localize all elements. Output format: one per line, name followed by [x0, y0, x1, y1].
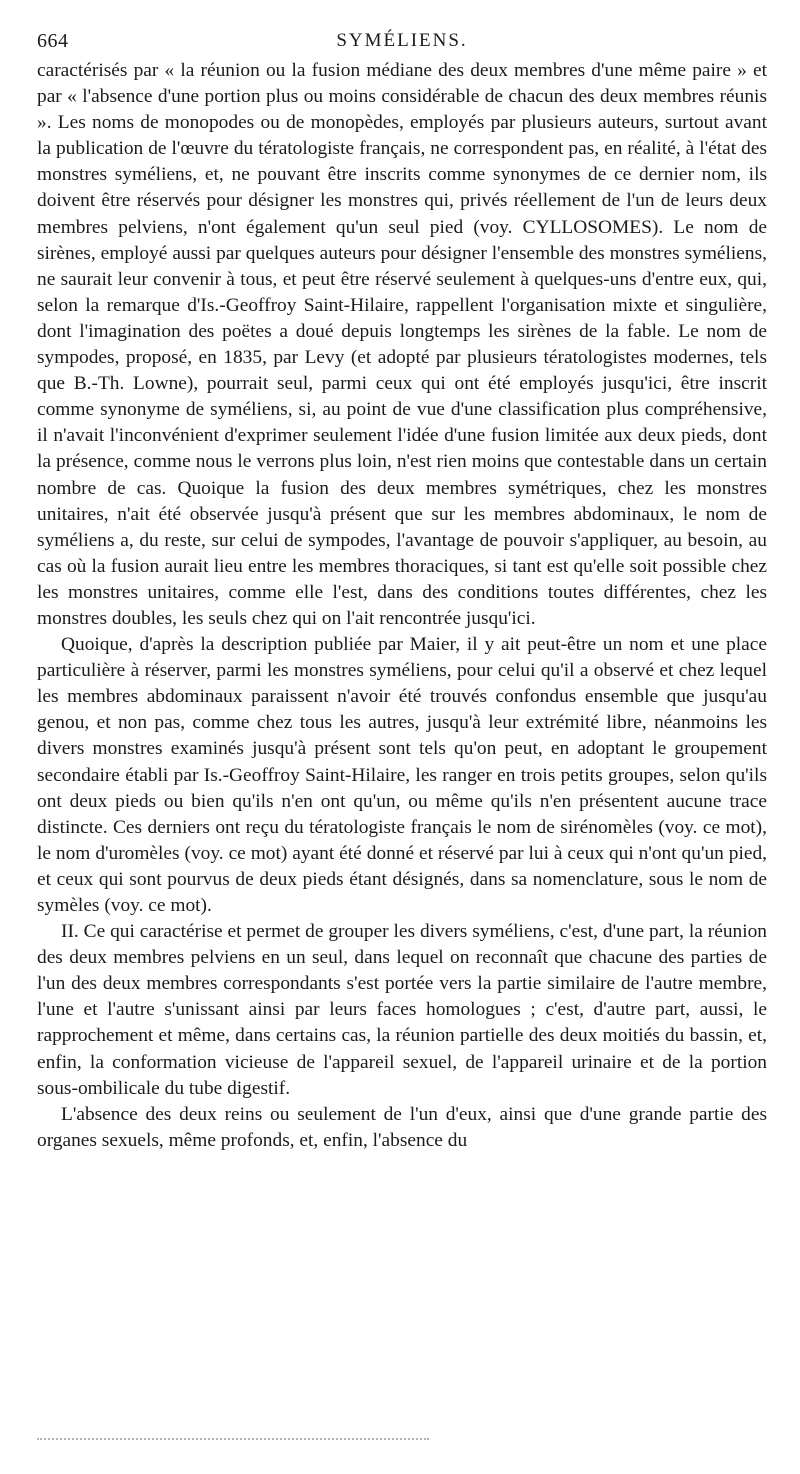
- footer-rule: [37, 1438, 429, 1440]
- document-page: [37, 28, 767, 1154]
- running-header: [37, 28, 767, 58]
- running-title: SYMÉLIENS.: [336, 30, 468, 51]
- page-number: 664: [37, 30, 69, 52]
- paragraph-continuation: caractérisés par « la réunion ou la fusion médiane des deux membres d'une même paire » et par « l'absence d'une portion plus ou moins considérable de chacun des deux membres réunis ». Les noms de monopodes ou de monopèdes, employés par plusieurs auteurs, surtout avant la publication de l'œuvre du tératologiste français, ne correspondent pas, en réalité, à l'état des monstres syméliens, et, ne pouvant être inscrits comme synonymes de ce dernier nom, ils doivent être réservés pour désigner les monstres qui, privés réellement de l'un de leurs deux membres pelviens, n'ont également qu'un seul pied (voy. CYLLOSOMES). Le nom de sirènes, employé aussi par quelques auteurs pour désigner l'ensemble des monstres syméliens, ne saurait leur convenir à tous, et peut être réservé seulement à quelques-uns d'entre eux, qui, selon la remarque d'Is.-Geoffroy Saint-Hilaire, rappellent l'organisation mixte et singulière, dont l'imagination des poëtes a doué depuis longtemps les sirènes de la fable. Le nom de sympodes, proposé, en 1835, par Levy (et adopté par plusieurs tératologistes modernes, tels que B.-Th. Lowne), pourrait seul, parmi ceux qui ont été employés jusqu'ici, être inscrit comme synonyme de syméliens, si, au point de vue d'une classification plus compréhensive, il n'avait l'inconvénient d'exprimer seulement l'idée d'une fusion limitée aux deux pieds, dont la présence, comme nous le verrons plus loin, n'est rien moins que contestable dans un certain nombre de cas. Quoique la fusion des deux membres symétriques, chez les monstres unitaires, n'ait été observée jusqu'à présent que sur les membres abdominaux, le nom de syméliens a, du reste, sur celui de sympodes, l'avantage de pouvoir s'appliquer, au besoin, au cas où la fusion aurait lieu entre les membres thoraciques, si tant est qu'elle soit possible chez les monstres unitaires, comme elle l'est, dans des conditions toutes différentes, chez les monstres doubles, les seuls chez qui on l'ait rencontrée jusqu'ici.: [37, 60, 767, 629]
- paragraph-section-ii: II. Ce qui caractérise et permet de grouper les divers syméliens, c'est, d'une part, la réunion des deux membres pelviens en un seul, dans lequel on reconnaît que chacune des parties de l'un des deux membres correspondants s'est portée vers la partie similaire de l'autre membre, l'une et l'autre s'unissant ainsi par leurs faces homologues ; c'est, d'autre part, aussi, le rapprochement et même, dans certains cas, la réunion partielle des deux moitiés du bassin, et, enfin, la conformation vicieuse de l'appareil sexuel, de l'appareil urinaire et de la portion sous-ombilicale du tube digestif.: [37, 921, 767, 1099]
- paragraph-absence: L'absence des deux reins ou seulement de l'un d'eux, ainsi que d'une grande partie des organes sexuels, même profonds, et, enfin, l'absence du: [37, 1103, 767, 1151]
- paragraph-maier: Quoique, d'après la description publiée par Maier, il y ait peut-être un nom et une place particulière à réserver, parmi les monstres syméliens, pour celui qu'il a observé et chez lequel les membres abdominaux paraissent n'avoir été trouvés confondus ensemble que jusqu'au genou, et non pas, comme chez tous les autres, jusqu'à leur extrémité libre, néanmoins les divers monstres examinés jusqu'à présent sont tels qu'on peut, en adoptant le groupement secondaire établi par Is.-Geoffroy Saint-Hilaire, les ranger en trois petits groupes, selon qu'ils ont deux pieds ou bien qu'ils n'en ont qu'un, ou même qu'ils n'en présentent aucune trace distincte. Ces derniers ont reçu du tératologiste français le nom de sirénomèles (voy. ce mot), le nom d'uromèles (voy. ce mot) ayant été donné et réservé par lui à ceux qui n'ont qu'un pied, et ceux qui sont pourvus de deux pieds étant désignés, dans sa nomenclature, sous le nom de symèles (voy. ce mot).: [37, 634, 767, 916]
